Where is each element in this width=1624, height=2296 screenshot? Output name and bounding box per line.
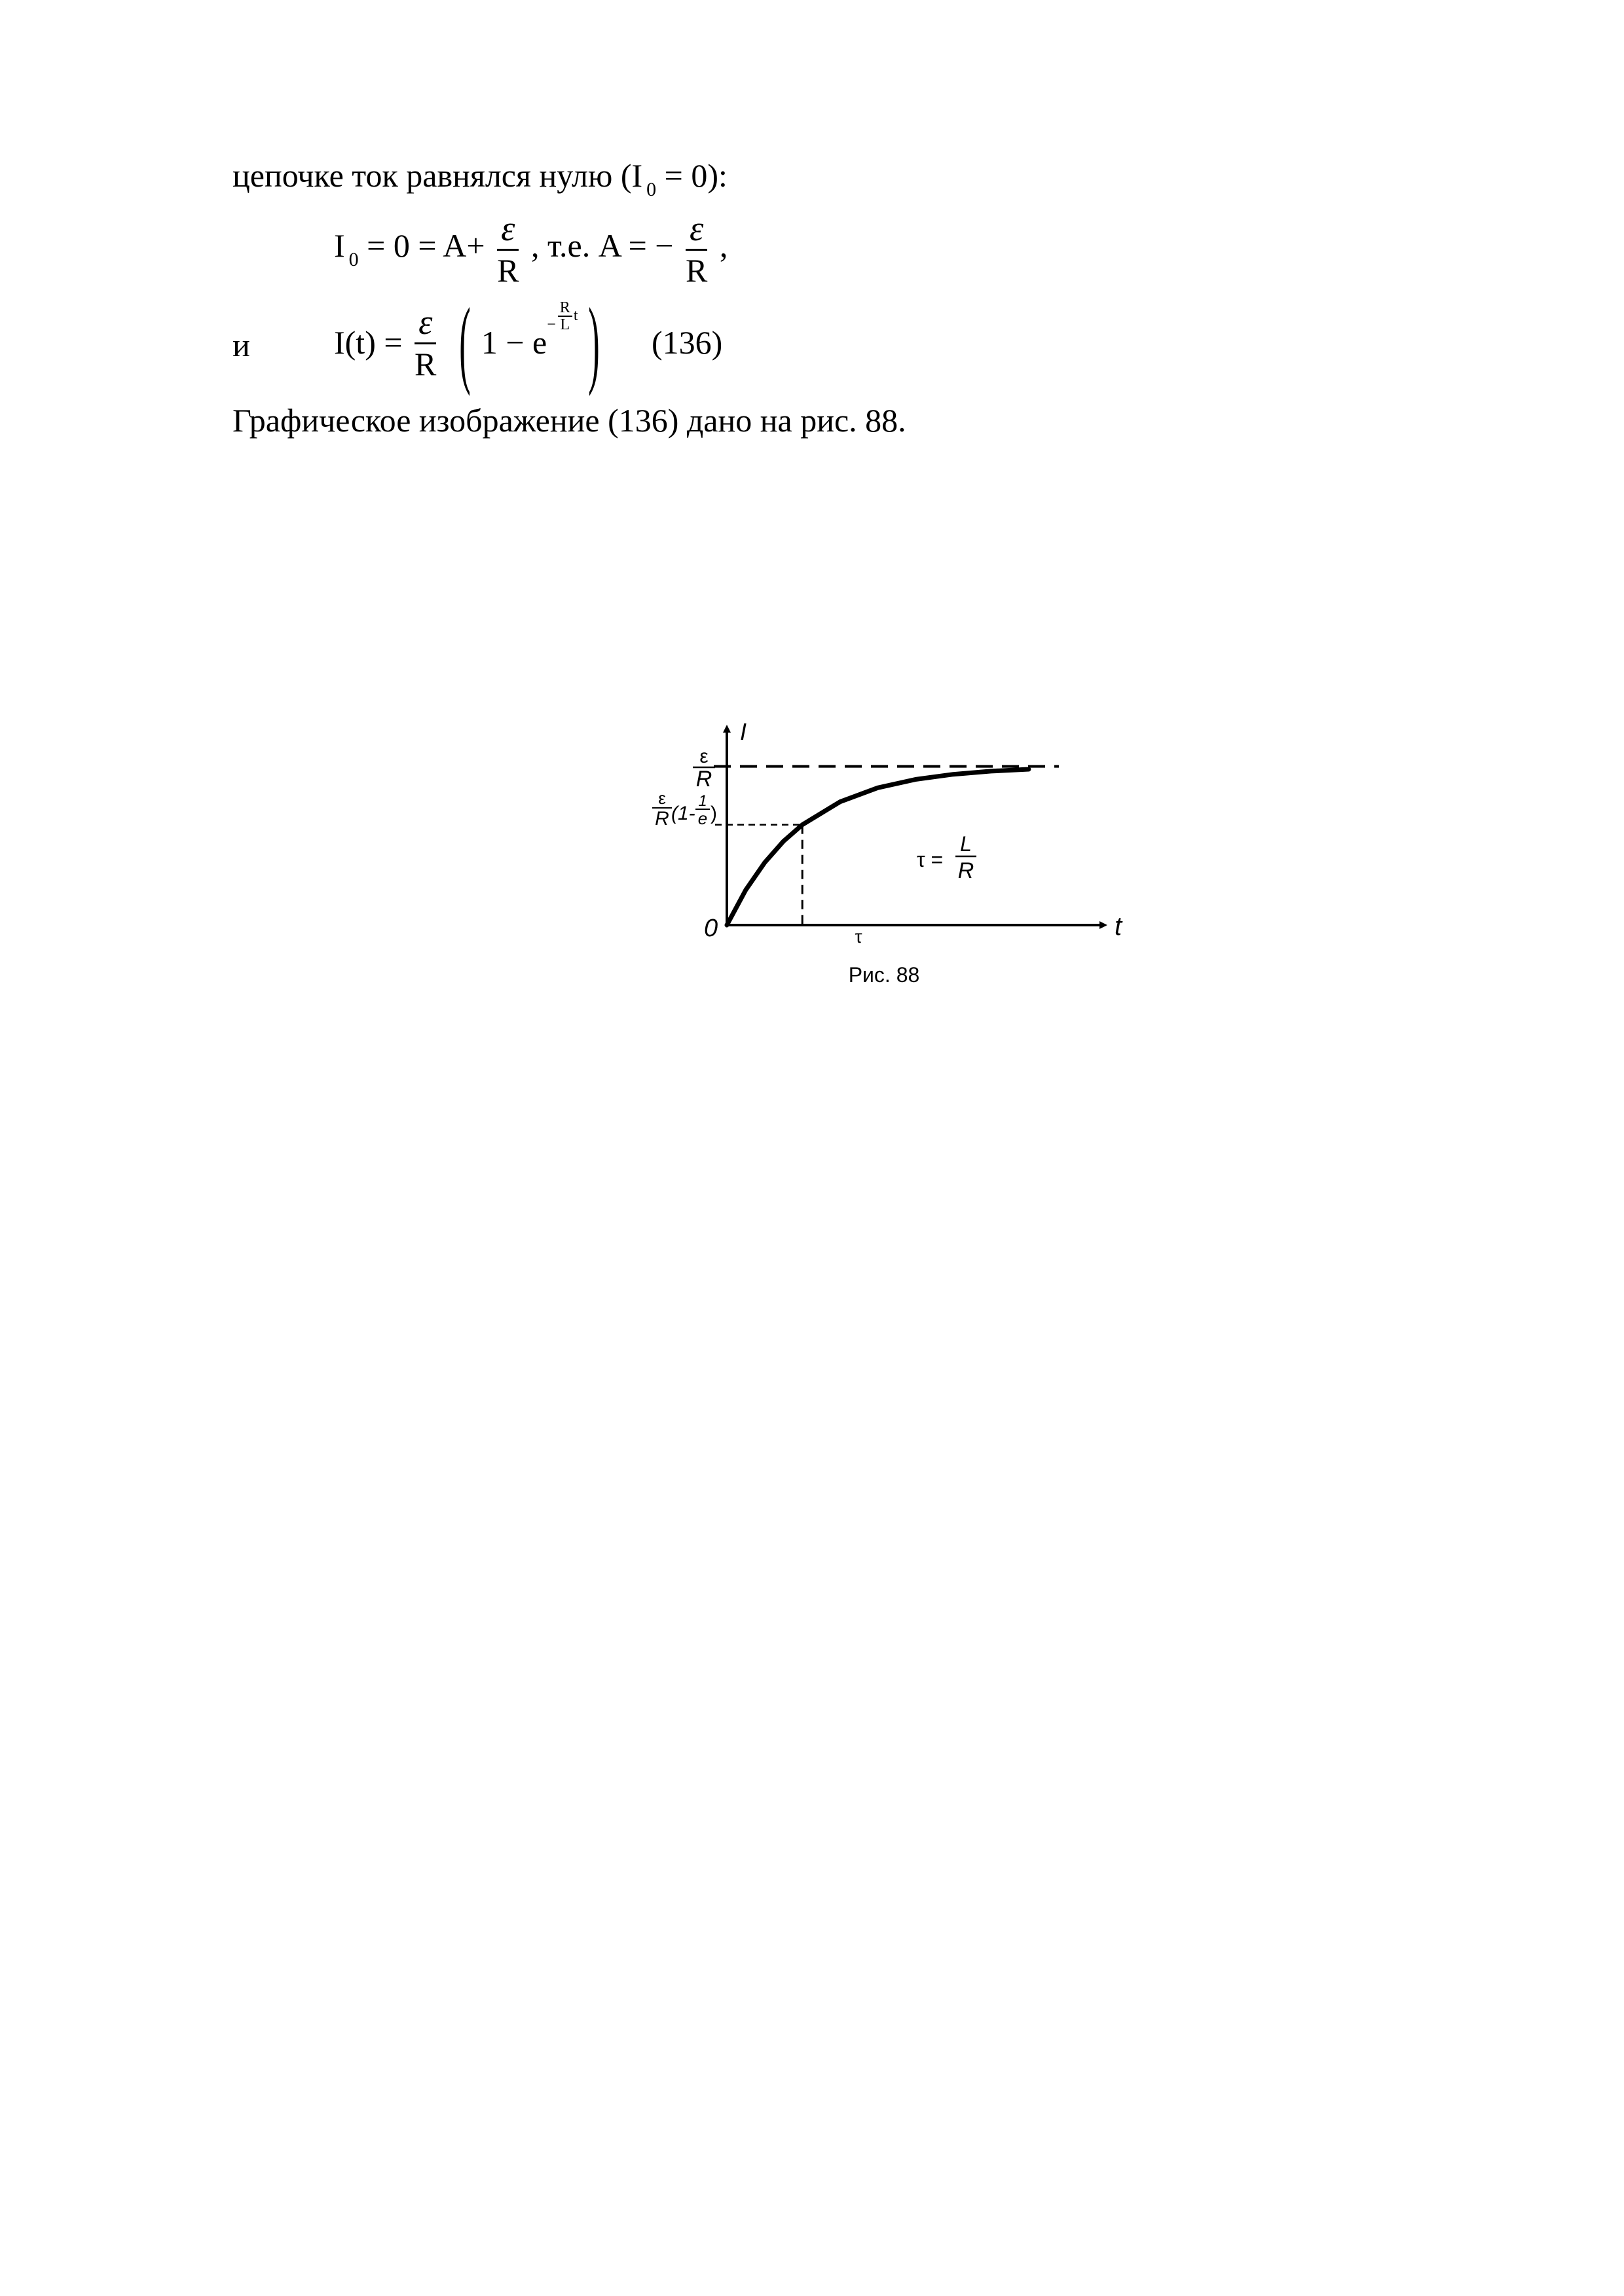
text-line-4-text: Графическое изображение (136) дано на рис. 88. [232,402,906,439]
chart-series [727,769,1029,925]
level-label-frac-den: e [697,809,708,828]
level-label-den: R [655,808,669,829]
level-label-num: ε [658,788,666,808]
text-line-1-I: I [631,157,643,194]
level-label-paren-close: ) [710,803,717,824]
eq1-sub: 0 [348,248,359,270]
eq2-inner: 1 − e [481,324,547,361]
tau-equation-num: L [960,832,972,856]
asymptote-label-den: R [695,767,712,792]
text-line-1-eq: = 0 [664,157,708,194]
eq2-exp-t: t [573,306,578,324]
eq1-frac2-den: R [686,252,708,289]
tau-tick-label: τ [855,926,862,947]
and-word-text: и [232,327,250,363]
eq2-label: (136) [651,324,723,361]
origin-label: 0 [704,915,718,942]
eq2-paren-open: ( [459,288,471,397]
chart-axes [727,727,1105,925]
tau-equation-left: τ = [917,848,944,871]
eq2-exp-minus: − [547,316,556,333]
level-label-paren-open: (1- [671,803,695,824]
eq1-frac1-num: ε [497,208,519,251]
eq1-frac2-num: ε [686,208,707,251]
eq2-exp-den: L [560,316,570,333]
text-line-1-start: цепочке ток равнялся нулю ( [232,157,632,194]
y-axis-label: I [740,718,747,745]
level-label-frac-num: 1 [698,792,707,810]
eq2-frac-den: R [415,345,437,382]
eq1-I: I [334,227,345,264]
eq1-end: , [719,227,728,264]
current-curve [727,769,1029,925]
figure-caption: Рис. 88 [848,963,920,987]
eq1-part1: = 0 = A+ [367,227,485,264]
chart-guides [714,767,1059,925]
text-line-1-end: ): [707,157,728,194]
eq1-mid: , т.е. A = − [530,227,674,264]
eq2-paren-close: ) [588,288,600,397]
eq2-exp-num: R [558,300,572,317]
text-line-1-sub: 0 [646,179,657,200]
eq2-frac-num: ε [415,302,436,344]
x-axis-label: t [1115,912,1122,941]
eq1-frac1-den: R [497,252,519,289]
tau-equation-den: R [957,858,974,883]
eq2-lhs: I(t) = [334,324,403,361]
asymptote-label-num: ε [699,746,709,767]
